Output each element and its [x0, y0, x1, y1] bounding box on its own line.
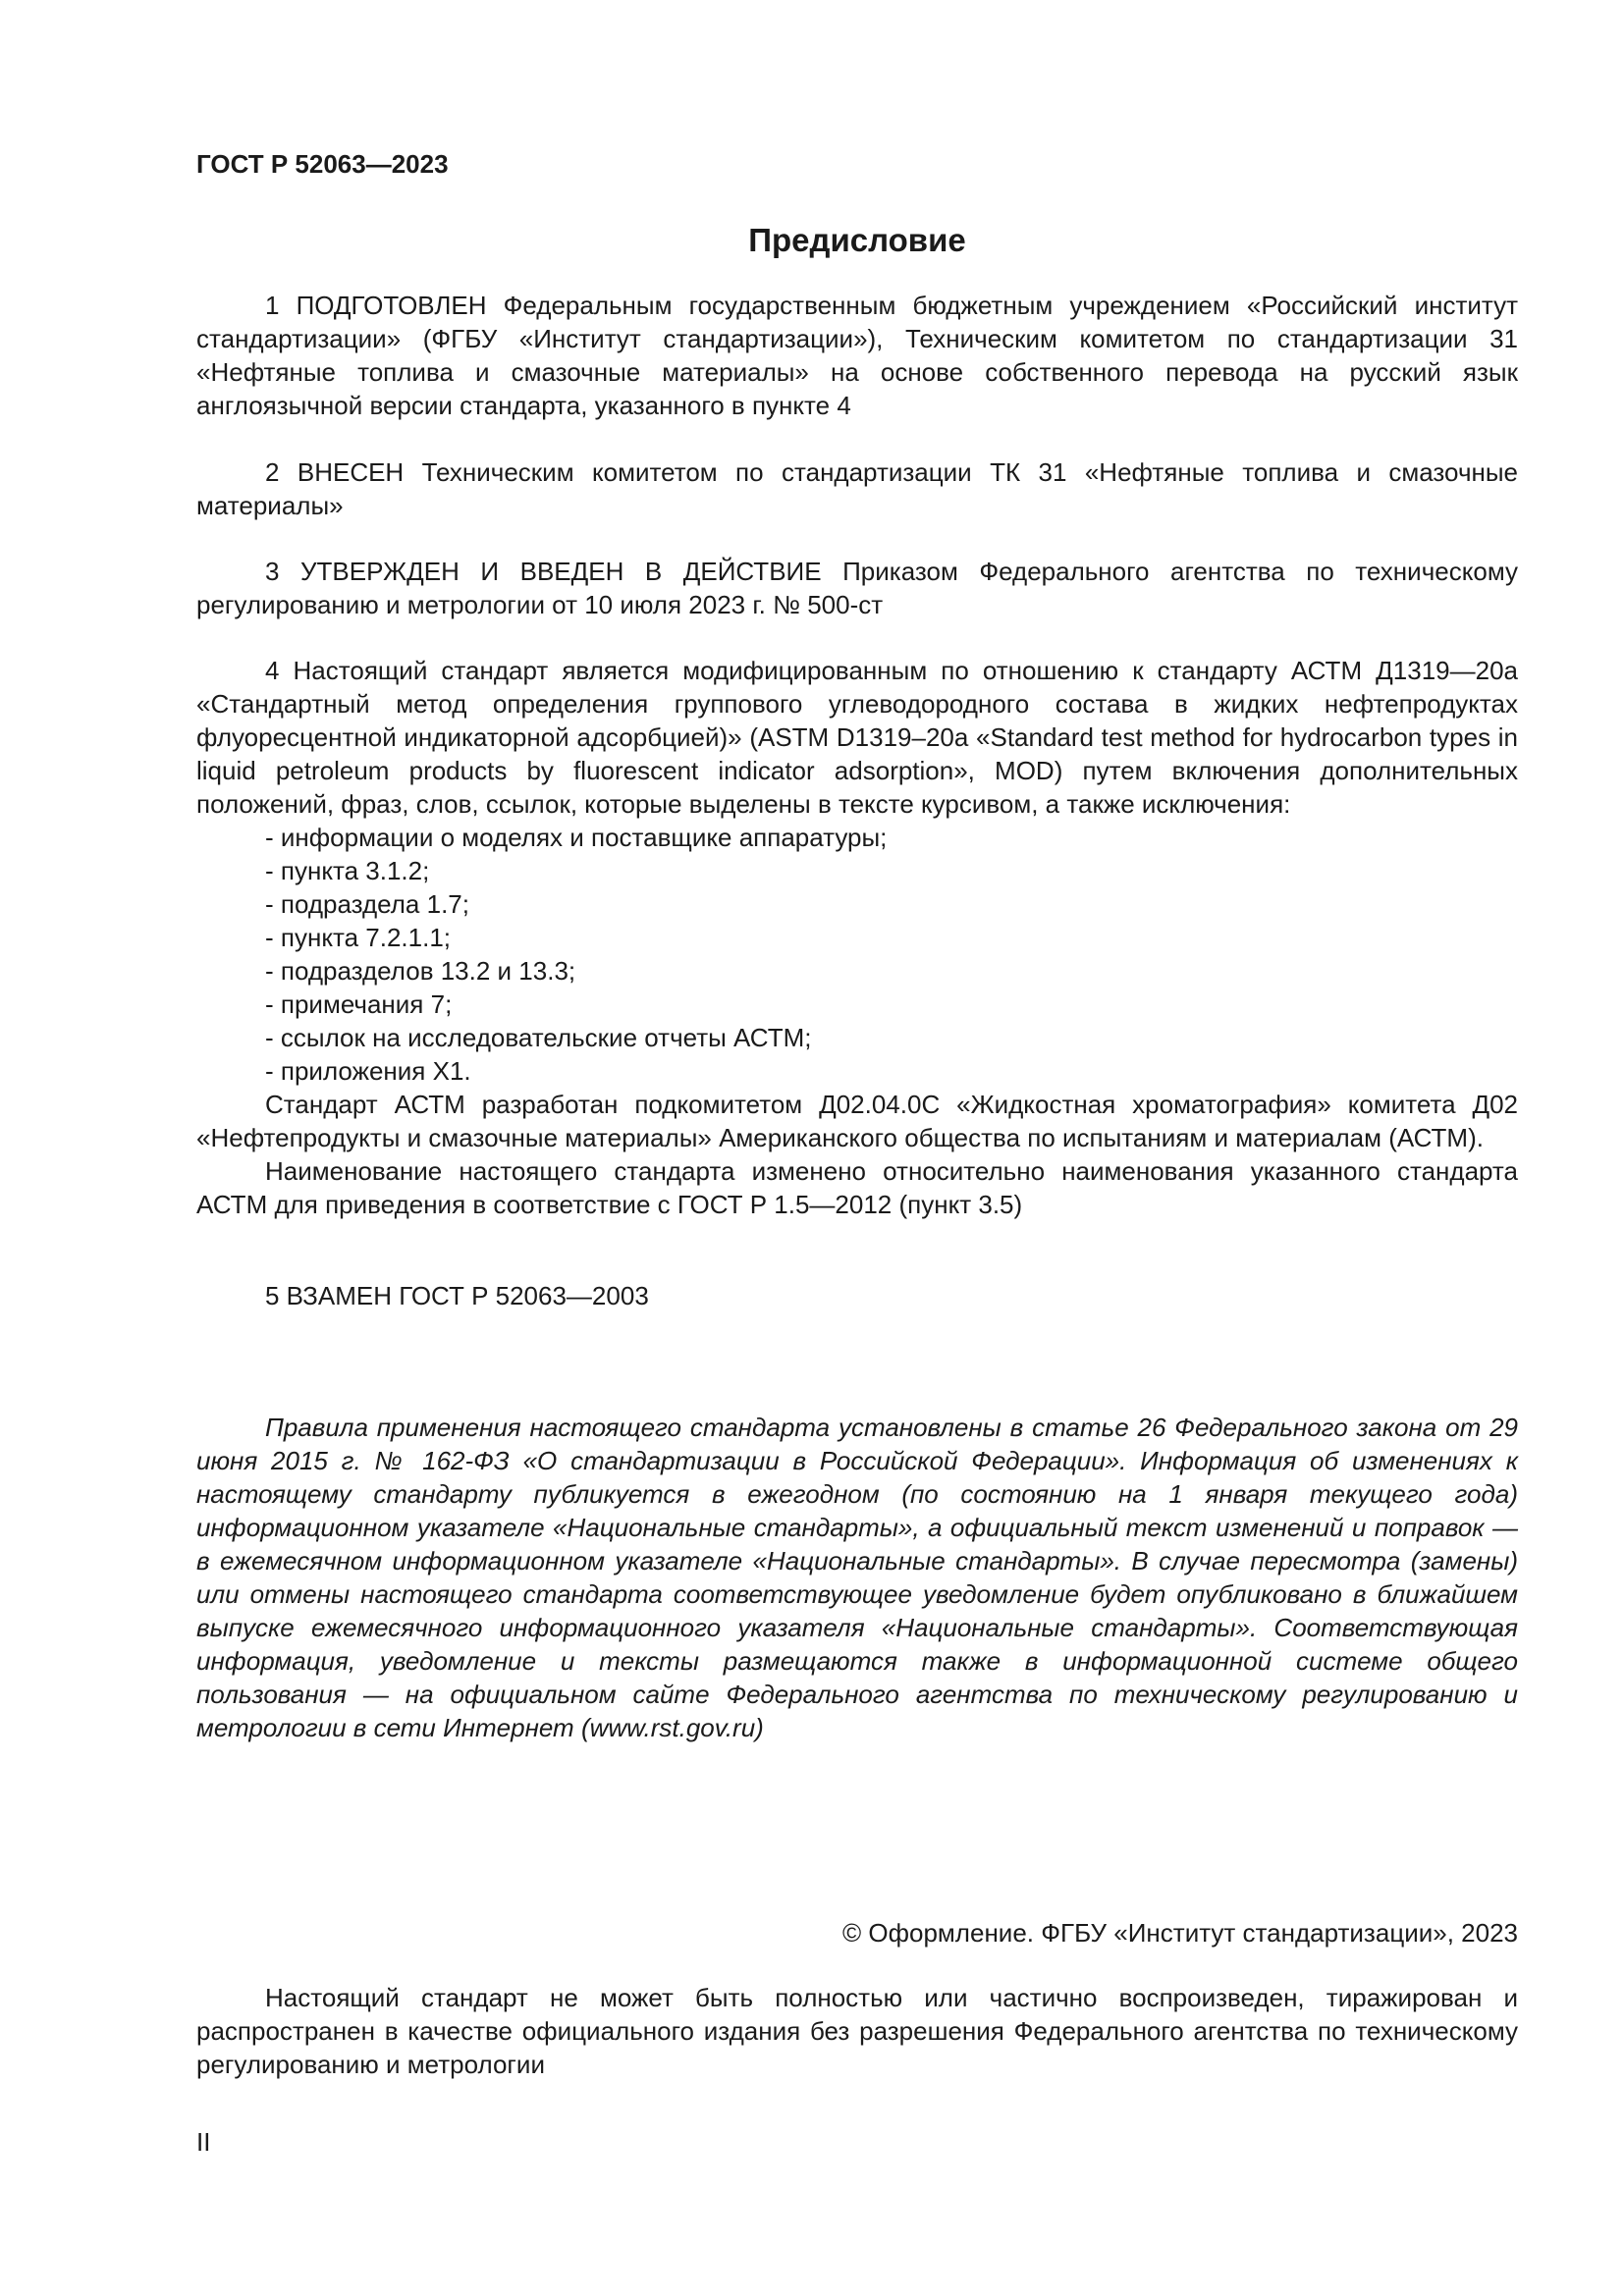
- item-4-name-change-text: Наименование настоящего стандарта изменено относительно наименования указанного стандарта АСТМ для приведения в соответствие с ГОСТ Р 1.5—2012 (пункт 3.5): [196, 1156, 1518, 1219]
- copyright-notice: © Оформление. ФГБУ «Институт стандартизации», 2023: [842, 1918, 1518, 1948]
- list-item: - подразделов 13.2 и 13.3;: [265, 956, 576, 986]
- item-2: [196, 455, 1518, 522]
- list-item: - приложения Х1.: [265, 1056, 471, 1086]
- list-item: - примечания 7;: [265, 989, 453, 1019]
- item-4-developer-text: Стандарт АСТМ разработан подкомитетом Д02.04.0С «Жидкостная хроматография» комитета Д02 «Нефтепродукты и смазочные материалы» Американского общества по испытаниям и материалам (АСТМ).: [196, 1090, 1518, 1152]
- list-item: - пункта 3.1.2;: [265, 856, 430, 885]
- reproduction-notice: [196, 1981, 1518, 2081]
- page-number: II: [196, 2127, 211, 2157]
- list-item: - информации о моделях и поставщике аппаратуры;: [265, 823, 888, 852]
- list-item: - пункта 7.2.1.1;: [265, 923, 452, 952]
- reproduction-notice-text: Настоящий стандарт не может быть полностью или частично воспроизведен, тиражирован и распространен в качестве официального издания без разрешения Федерального агентства по техническому регулированию и метрологии: [196, 1983, 1518, 2079]
- application-rules-text: Правила применения настоящего стандарта установлены в статье 26 Федерального закона от 29 июня 2015 г. № 162-ФЗ «О стандартизации в Российской Федерации». Информация об изменениях к настоящему стандарту публикуется в ежегодном (по состоянию на 1 января текущего года) информационном указателе «Национальные стандарты», а официальный текст изменений и поправок — в ежемесячном информационном указателе «Национальные стандарты». В случае пересмотра (замены) или отмены настоящего стандарта соответствующее уведомление будет опубликовано в ближайшем выпуске ежемесячного информационного указателя «Национальные стандарты». Соответствующая информация, уведомление и тексты размещаются также в информационной системе общего пользования — на официальном сайте Федерального агентства по техническому регулированию и метрологии в сети Интернет (www.rst.gov.ru): [196, 1413, 1518, 1742]
- item-1-text: 1 ПОДГОТОВЛЕН Федеральным государственным бюджетным учреждением «Российский институт стандартизации» (ФГБУ «Институт стандартизации»), Техническим комитетом по стандартизации 31 «Нефтяные топлива и смазочные материалы» на основе собственного перевода на русский язык англоязычной версии стандарта, указанного в пункте 4: [196, 291, 1518, 420]
- application-rules: [196, 1411, 1518, 1744]
- item-4-text: 4 Настоящий стандарт является модифицированным по отношению к стандарту АСТМ Д1319—20а «Стандартный метод определения группового углеводородного состава в жидких нефтепродуктах флуоресцентной индикаторной адсорбцией)» (ASTM D1319–20a «Standard test method for hydrocarbon types in liquid petroleum products by fluorescent indicator adsorption», MOD) путем включения дополнительных положений, фраз, слов, ссылок, которые выделены в тексте курсивом, а также исключения:: [196, 656, 1518, 819]
- item-1: [196, 289, 1518, 422]
- item-4: [196, 654, 1518, 1221]
- item-2-text: 2 ВНЕСЕН Техническим комитетом по стандартизации ТК 31 «Нефтяные топлива и смазочные материалы»: [196, 457, 1518, 520]
- standard-code-header: ГОСТ Р 52063—2023: [196, 149, 449, 179]
- page-title: Предисловие: [748, 222, 966, 258]
- list-item: - подраздела 1.7;: [265, 889, 469, 919]
- item-5: [196, 1279, 1518, 1312]
- item-3: [196, 555, 1518, 621]
- exclusions-list: [196, 821, 1518, 1088]
- item-5-text: 5 ВЗАМЕН ГОСТ Р 52063—2003: [265, 1281, 649, 1310]
- list-item: - ссылок на исследовательские отчеты АСТМ;: [265, 1023, 812, 1052]
- item-3-text: 3 УТВЕРЖДЕН И ВВЕДЕН В ДЕЙСТВИЕ Приказом Федерального агентства по техническому регулированию и метрологии от 10 июля 2023 г. № 500-ст: [196, 557, 1518, 619]
